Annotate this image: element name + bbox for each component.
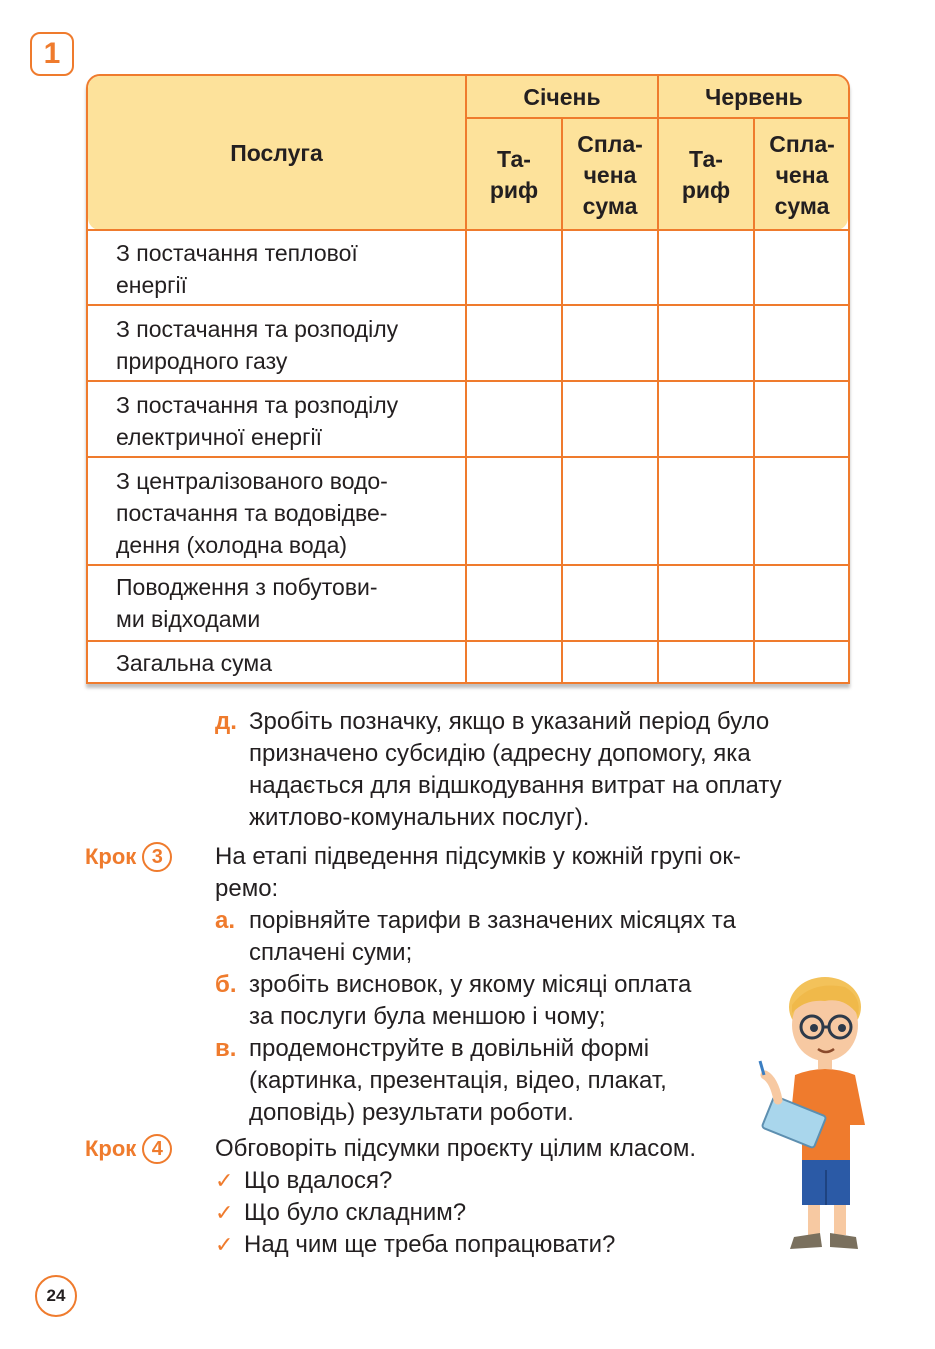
row-label-line: Поводження з побутови- [116, 574, 378, 600]
header-paid-june [755, 120, 849, 230]
row-label-line: З централізованого водо- [116, 468, 388, 494]
paid-line: Спла- [577, 130, 643, 157]
header-tariff-january [467, 120, 561, 230]
check-icon: ✓ [215, 1168, 234, 1193]
row-label-line: ми відходами [116, 606, 261, 632]
item-v-text [249, 1033, 769, 1129]
paid-line: сума [774, 192, 830, 219]
page-number: 24 [35, 1275, 77, 1317]
text-line: доповідь) результати роботи. [249, 1099, 574, 1126]
text-line: зробіть висновок, у якому місяці оплата [249, 971, 692, 998]
table-row-waste [116, 571, 466, 635]
text-line: Зробіть позначку, якщо в указаний період було [249, 708, 770, 735]
row-line [88, 380, 848, 382]
item-b-text [249, 969, 769, 1033]
item-a-text [249, 905, 851, 969]
row-line [88, 456, 848, 458]
check-item: Над чим ще треба попрацювати? [244, 1231, 616, 1258]
paid-line: чена [583, 161, 637, 188]
row-line [88, 640, 848, 642]
table-row-heat [116, 237, 466, 301]
header-tariff-june [659, 120, 753, 230]
text-line: порівняйте тарифи в зазначених місяцях та [249, 907, 736, 934]
paid-line: Спла- [769, 130, 835, 157]
text-line: (картинка, презентація, відео, плакат, [249, 1067, 667, 1094]
table-row-total [116, 647, 466, 679]
tariff-line: Та- [689, 146, 723, 172]
table-row-electricity [116, 389, 466, 453]
text-line: за послуги була меншою і чому; [249, 1003, 606, 1030]
check-item: Що було складним? [244, 1199, 467, 1226]
text-line: продемонструйте в довільній формі [249, 1035, 650, 1062]
header-june: Червень [705, 83, 803, 110]
task-number-badge: 1 [30, 32, 74, 76]
text-line: На етапі підведення підсумків у кожній групі ок- [215, 843, 741, 870]
header-january: Січень [523, 83, 601, 110]
row-label-line: енергії [116, 272, 187, 298]
item-marker-d: д. [215, 708, 237, 735]
utilities-table [86, 74, 850, 684]
text-line: ремо: [215, 875, 279, 902]
boy-illustration [750, 975, 880, 1255]
row-label-line: природного газу [116, 348, 288, 374]
header-paid-january [563, 120, 657, 230]
step-number-circle: 3 [142, 842, 172, 872]
row-label-line: дення (холодна вода) [116, 532, 348, 558]
check-icon: ✓ [215, 1200, 234, 1225]
item-marker-a: а. [215, 907, 236, 934]
text-line: сплачені суми; [249, 939, 413, 966]
step-3-label [85, 841, 172, 873]
text-line: призначено субсидію (адресну допомогу, яка [249, 740, 751, 767]
paid-line: сума [582, 192, 638, 219]
tariff-line: риф [489, 177, 539, 203]
step-4-intro: Обговоріть підсумки проєкту цілим класом. [215, 1135, 696, 1162]
item-marker-b: б. [215, 971, 237, 998]
step-number-circle: 4 [142, 1134, 172, 1164]
text-line: житлово-комунальних послуг). [249, 804, 590, 831]
table-row-water [116, 465, 466, 561]
text-line: надається для відшкодування витрат на оплату [249, 772, 782, 799]
tariff-line: риф [681, 177, 731, 203]
row-label-line: електричної енергії [116, 424, 322, 450]
item-d-text [249, 706, 851, 834]
table-row-gas [116, 313, 466, 377]
item-marker-v: в. [215, 1035, 237, 1062]
row-label-line: З постачання теплової [116, 240, 358, 266]
row-label-line: постачання та водовідве- [116, 500, 388, 526]
step-4-label [85, 1133, 172, 1165]
step-3-intro [215, 841, 851, 905]
paid-line: чена [775, 161, 829, 188]
row-label-line: Загальна сума [116, 650, 272, 676]
row-label-line: З постачання та розподілу [116, 392, 399, 418]
row-line [88, 304, 848, 306]
row-label-line: З постачання та розподілу [116, 316, 399, 342]
tariff-line: Та- [497, 146, 531, 172]
check-icon: ✓ [215, 1232, 234, 1257]
check-item: Що вдалося? [244, 1167, 393, 1194]
row-line [88, 564, 848, 566]
step-label-text: Крок [85, 1136, 137, 1161]
header-service: Послуга [230, 139, 323, 166]
step-label-text: Крок [85, 844, 137, 869]
